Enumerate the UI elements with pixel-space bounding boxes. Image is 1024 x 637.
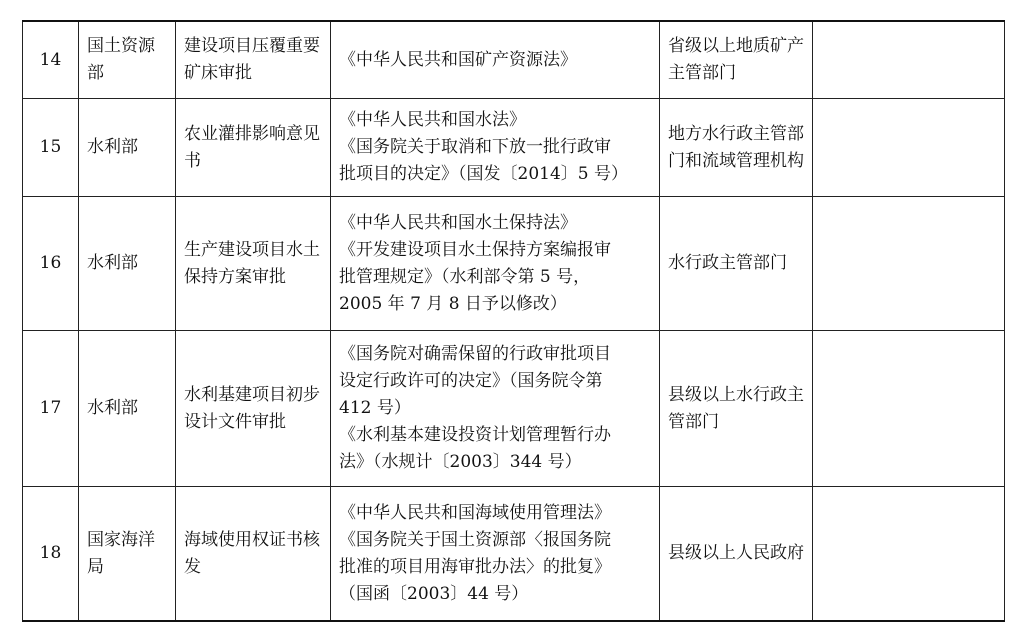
legal-basis-line: 法》（水规计〔2003〕344 号） bbox=[339, 452, 582, 472]
approval-item-cell: 农业灌排影响意见书 bbox=[176, 99, 331, 197]
department-cell: 国土资源部 bbox=[79, 21, 176, 99]
note-cell bbox=[813, 99, 1005, 197]
legal-basis-line: 批项目的决定》（国发〔2014〕5 号） bbox=[339, 164, 628, 184]
note-cell bbox=[813, 197, 1005, 331]
legal-basis-cell bbox=[331, 21, 660, 99]
note-cell bbox=[813, 21, 1005, 99]
legal-basis-cell bbox=[331, 99, 660, 197]
approval-item-cell: 水利基建项目初步设计文件审批 bbox=[176, 331, 331, 487]
note-cell bbox=[813, 331, 1005, 487]
legal-basis-line: （国函〔2003〕44 号） bbox=[339, 583, 529, 604]
row-number: 15 bbox=[23, 99, 79, 197]
legal-basis-line: 《中华人民共和国海域使用管理法》 bbox=[339, 502, 611, 523]
legal-basis-line: 《中华人民共和国水土保持法》 bbox=[339, 212, 577, 233]
row-number: 18 bbox=[23, 487, 79, 622]
legal-basis-line: 《中华人民共和国水法》 bbox=[339, 110, 526, 130]
legal-basis-line: 《中华人民共和国矿产资源法》 bbox=[339, 49, 577, 70]
table-row bbox=[23, 99, 1005, 197]
table-row bbox=[23, 487, 1005, 622]
table-row bbox=[23, 21, 1005, 99]
legal-basis-line: 2005 年 7 月 8 日予以修改） bbox=[339, 293, 567, 314]
legal-basis-line: 《国务院关于取消和下放一批行政审 bbox=[339, 137, 611, 157]
row-number: 17 bbox=[23, 331, 79, 487]
authority-cell: 县级以上水行政主管部门 bbox=[660, 331, 813, 487]
legal-basis-cell bbox=[331, 197, 660, 331]
note-cell bbox=[813, 487, 1005, 622]
legal-basis-line: 批管理规定》（水利部令第 5 号， bbox=[339, 266, 591, 287]
legal-basis-line: 《国务院对确需保留的行政审批项目 bbox=[339, 344, 611, 364]
table-row bbox=[23, 197, 1005, 331]
authority-cell: 省级以上地质矿产主管部门 bbox=[660, 21, 813, 99]
legal-basis-line: 批准的项目用海审批办法〉的批复》 bbox=[339, 556, 611, 577]
legal-basis-cell bbox=[331, 487, 660, 622]
authority-cell: 县级以上人民政府 bbox=[660, 487, 813, 622]
row-number: 14 bbox=[23, 21, 79, 99]
department-cell: 水利部 bbox=[79, 99, 176, 197]
approval-items-table bbox=[22, 20, 1005, 622]
legal-basis-line: 《国务院关于国土资源部〈报国务院 bbox=[339, 529, 611, 550]
department-cell: 国家海洋局 bbox=[79, 487, 176, 622]
authority-cell: 地方水行政主管部门和流域管理机构 bbox=[660, 99, 813, 197]
table-row bbox=[23, 331, 1005, 487]
legal-basis-line: 《开发建设项目水土保持方案编报审 bbox=[339, 239, 611, 260]
legal-basis-cell bbox=[331, 331, 660, 487]
legal-basis-line: 设定行政许可的决定》（国务院令第 bbox=[339, 371, 603, 391]
department-cell: 水利部 bbox=[79, 331, 176, 487]
approval-item-cell: 建设项目压覆重要矿床审批 bbox=[176, 21, 331, 99]
authority-cell: 水行政主管部门 bbox=[660, 197, 813, 331]
legal-basis-line: 412 号） bbox=[339, 398, 411, 418]
department-cell: 水利部 bbox=[79, 197, 176, 331]
legal-basis-line: 《水利基本建设投资计划管理暂行办 bbox=[339, 425, 611, 445]
row-number: 16 bbox=[23, 197, 79, 331]
approval-item-cell: 生产建设项目水土保持方案审批 bbox=[176, 197, 331, 331]
approval-item-cell: 海域使用权证书核发 bbox=[176, 487, 331, 622]
